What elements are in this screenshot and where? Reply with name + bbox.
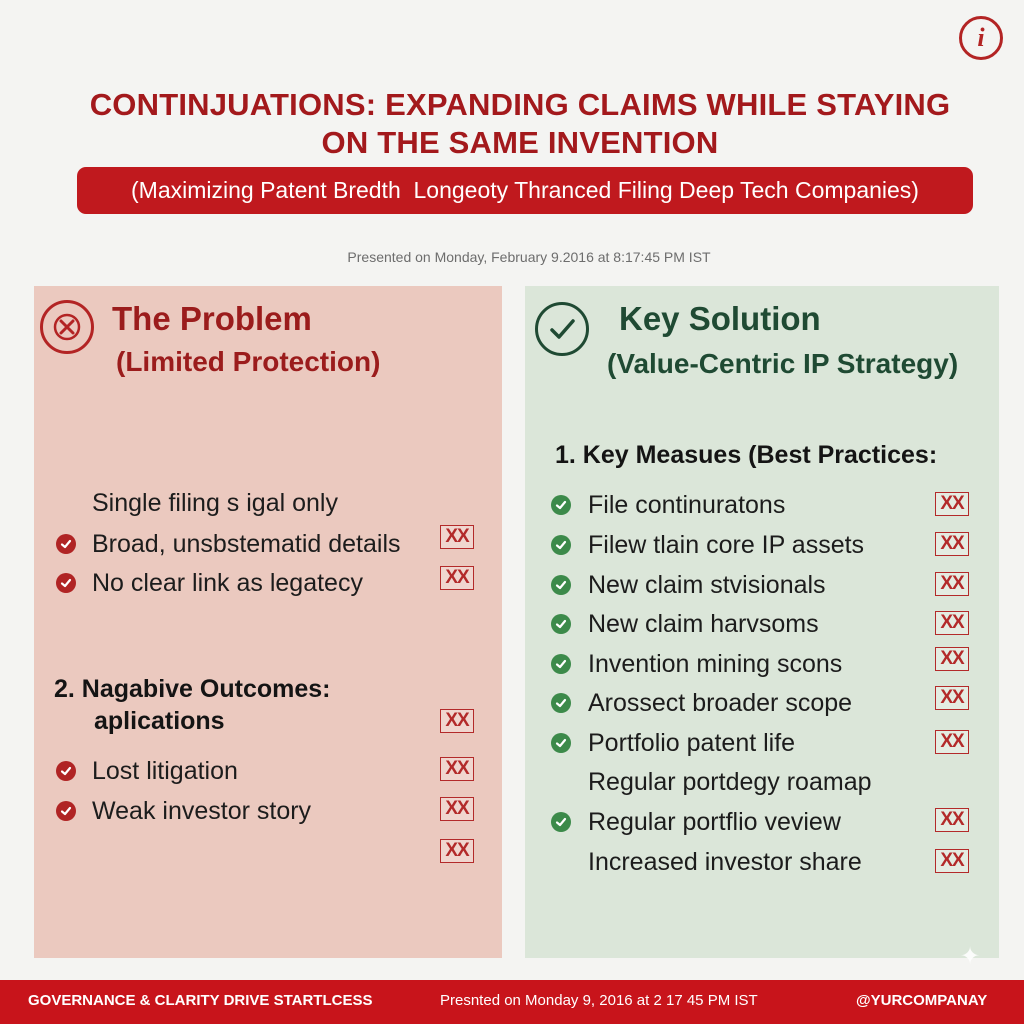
solution-item-label: Filew tlain core IP assets (588, 530, 865, 559)
problem-item (92, 526, 401, 562)
check-icon (551, 733, 571, 753)
solution-item (588, 804, 841, 840)
check-icon (551, 575, 571, 595)
solution-item-label: New claim harvsoms (588, 609, 819, 638)
footer-bar (0, 980, 1024, 1024)
problem-item (92, 565, 363, 601)
solution-item (588, 764, 872, 800)
check-icon (56, 573, 76, 593)
check-icon (551, 535, 571, 555)
problem-item (92, 485, 338, 521)
xx-badge: XX (935, 730, 969, 754)
problem-panel (34, 286, 502, 958)
xx-badge: XX (935, 686, 969, 710)
solution-item-label: Regular portdegy roamap (588, 767, 872, 796)
checkmark-icon (547, 314, 577, 344)
xx-badge: XX (935, 532, 969, 556)
xx-badge: XX (935, 808, 969, 832)
page-title (40, 86, 1000, 162)
solution-item-label: New claim stvisionals (588, 570, 826, 599)
page-title-line1: CONTINJUATIONS: EXPANDING CLAIMS WHILE STAYING (89, 87, 951, 122)
solution-subtitle: (Value-Centric IP Strategy) (607, 348, 959, 379)
xx-badge: XX (935, 849, 969, 873)
subtitle-banner (77, 167, 973, 214)
outcomes-heading: 2. Nagabive Outcomes: (54, 675, 331, 703)
solution-item-label: Increased investor share (588, 847, 862, 876)
problem-item-label: Broad, unsbstematid details (92, 529, 401, 558)
problem-subtitle: (Limited Protection) (116, 346, 381, 377)
check-icon (551, 654, 571, 674)
xx-badge: XX (935, 611, 969, 635)
solution-item (588, 487, 785, 523)
check-icon (551, 812, 571, 832)
xx-badge: XX (440, 709, 474, 733)
solution-item (588, 685, 852, 721)
solution-item (588, 725, 795, 761)
xx-badge: XX (440, 797, 474, 821)
check-icon (551, 693, 571, 713)
solution-item-label: File continuratons (588, 490, 786, 519)
footer-handle[interactable]: @YURCOMPANAY (856, 992, 988, 1009)
info-icon[interactable]: i (959, 16, 1003, 60)
problem-title: The Problem (112, 300, 312, 337)
check-icon (56, 534, 76, 554)
measures-heading: 1. Key Measues (Best Practices: (555, 441, 938, 469)
xx-badge: XX (440, 839, 474, 863)
check-icon (551, 495, 571, 515)
solution-item-label: Regular portflio veview (588, 807, 841, 836)
solution-title: Key Solution (619, 300, 821, 337)
check-icon (56, 801, 76, 821)
solution-item (588, 646, 842, 682)
check-circle-icon (535, 302, 589, 356)
outcome-item-label: Weak investor story (92, 796, 312, 825)
solution-item (588, 606, 819, 642)
footer-date: Presnted on Monday 9, 2016 at 2 17 45 PM IST (440, 992, 758, 1009)
presented-date: Presented on Monday, February 9.2016 at 8:17:45 PM IST (347, 249, 711, 265)
outcome-item-label: Lost litigation (92, 756, 238, 785)
solution-item (588, 844, 862, 880)
outcome-item (92, 753, 238, 789)
outcomes-heading-line2: aplications (94, 707, 225, 735)
problem-item-label: No clear link as legatecy (92, 568, 363, 597)
page-title-line2: ON THE SAME INVENTION (321, 125, 719, 160)
check-icon (551, 614, 571, 634)
outcome-item (92, 793, 311, 829)
x-mark-icon (52, 312, 82, 342)
xx-badge: XX (935, 647, 969, 671)
solution-item-label: Arossect broader scope (588, 688, 853, 717)
solution-item (588, 567, 826, 603)
xx-badge: XX (440, 525, 474, 549)
xx-badge: XX (440, 757, 474, 781)
subtitle-text: (Maximizing Patent Bredth Longeoty Thranced Filing Deep Tech Companies) (131, 177, 919, 203)
xx-badge: XX (935, 572, 969, 596)
sparkle-icon: ✦ (960, 943, 981, 970)
solution-panel (525, 286, 999, 958)
x-circle-icon (40, 300, 94, 354)
problem-item-label: Single filing s igal only (92, 488, 338, 517)
solution-item-label: Invention mining scons (588, 649, 843, 678)
check-icon (56, 761, 76, 781)
footer-tagline: GOVERNANCE & CLARITY DRIVE STARTLCESS (28, 992, 373, 1009)
solution-item-label: Portfolio patent life (588, 728, 796, 757)
solution-item (588, 527, 864, 563)
xx-badge: XX (440, 566, 474, 590)
xx-badge: XX (935, 492, 969, 516)
